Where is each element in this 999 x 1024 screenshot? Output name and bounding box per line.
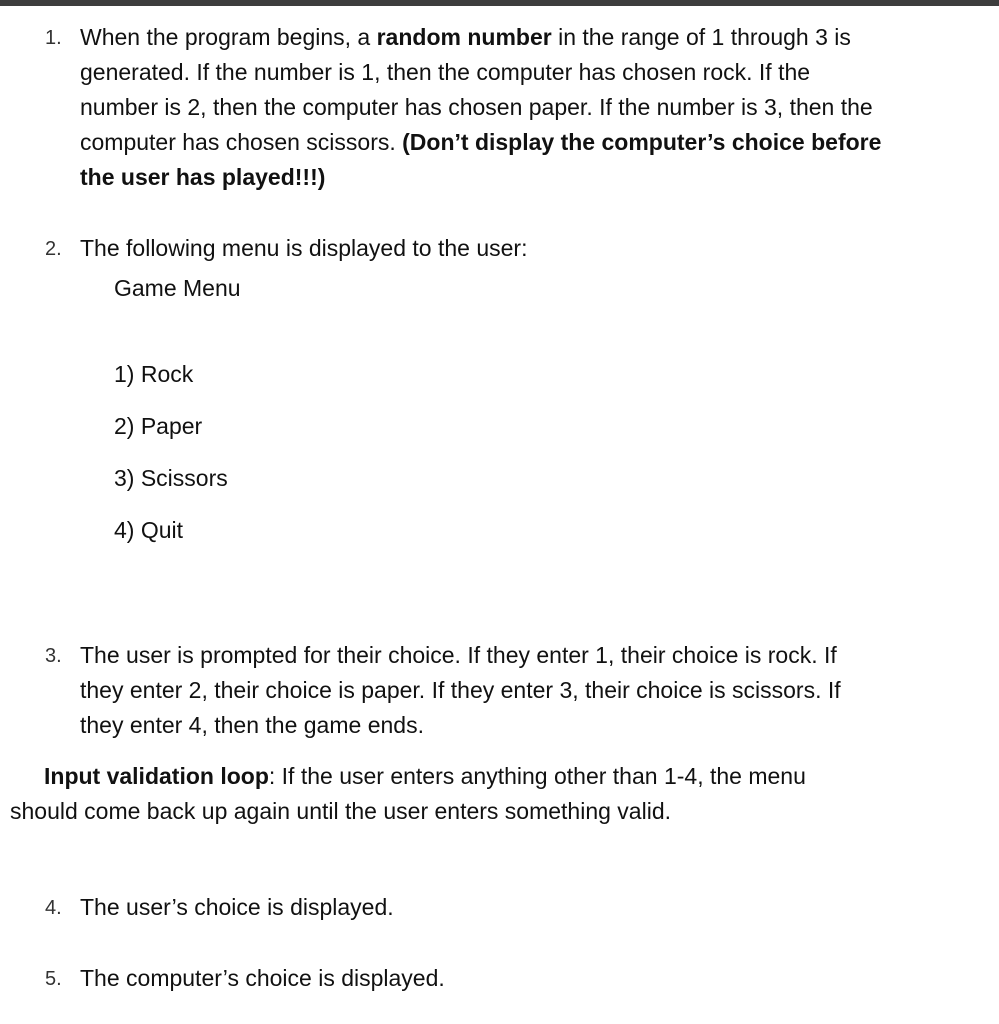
item-5-number: 5.: [45, 968, 62, 990]
menu-option-quit: 4) Quit: [114, 517, 184, 543]
item-1-line-1: When the program begins, a random number in the range of 1 through 3 is: [80, 24, 851, 50]
item-4-number: 4.: [45, 897, 62, 919]
menu-option-paper: 2) Paper: [114, 413, 203, 439]
menu-option-rock: 1) Rock: [114, 361, 194, 387]
item-4-line-1: The user’s choice is displayed.: [80, 894, 394, 920]
top-border: [0, 0, 999, 6]
item-1-line-3: number is 2, then the computer has chosen paper. If the number is 3, then the: [80, 94, 873, 120]
validation-line-2: should come back up again until the user enters something valid.: [10, 798, 672, 824]
item-3-line-3: they enter 4, then the game ends.: [80, 712, 424, 738]
menu-title: Game Menu: [114, 275, 241, 301]
item-1-line-2: generated. If the number is 1, then the computer has chosen rock. If the: [80, 59, 811, 85]
item-1-line-5: the user has played!!!): [80, 164, 326, 190]
item-1-number: 1.: [45, 27, 62, 49]
item-3-line-2: they enter 2, their choice is paper. If they enter 3, their choice is scissors. If: [80, 677, 841, 703]
item-2-number: 2.: [45, 238, 62, 260]
item-3-number: 3.: [45, 645, 62, 667]
item-1-line-4: computer has chosen scissors. (Don’t display the computer’s choice before: [80, 129, 882, 155]
validation-line-1: Input validation loop: If the user enters anything other than 1-4, the menu: [44, 763, 806, 789]
item-3-line-1: The user is prompted for their choice. If they enter 1, their choice is rock. If: [80, 642, 837, 668]
menu-option-scissors: 3) Scissors: [114, 465, 228, 491]
item-5-line-1: The computer’s choice is displayed.: [80, 965, 445, 991]
item-2-line-1: The following menu is displayed to the user:: [80, 235, 528, 261]
